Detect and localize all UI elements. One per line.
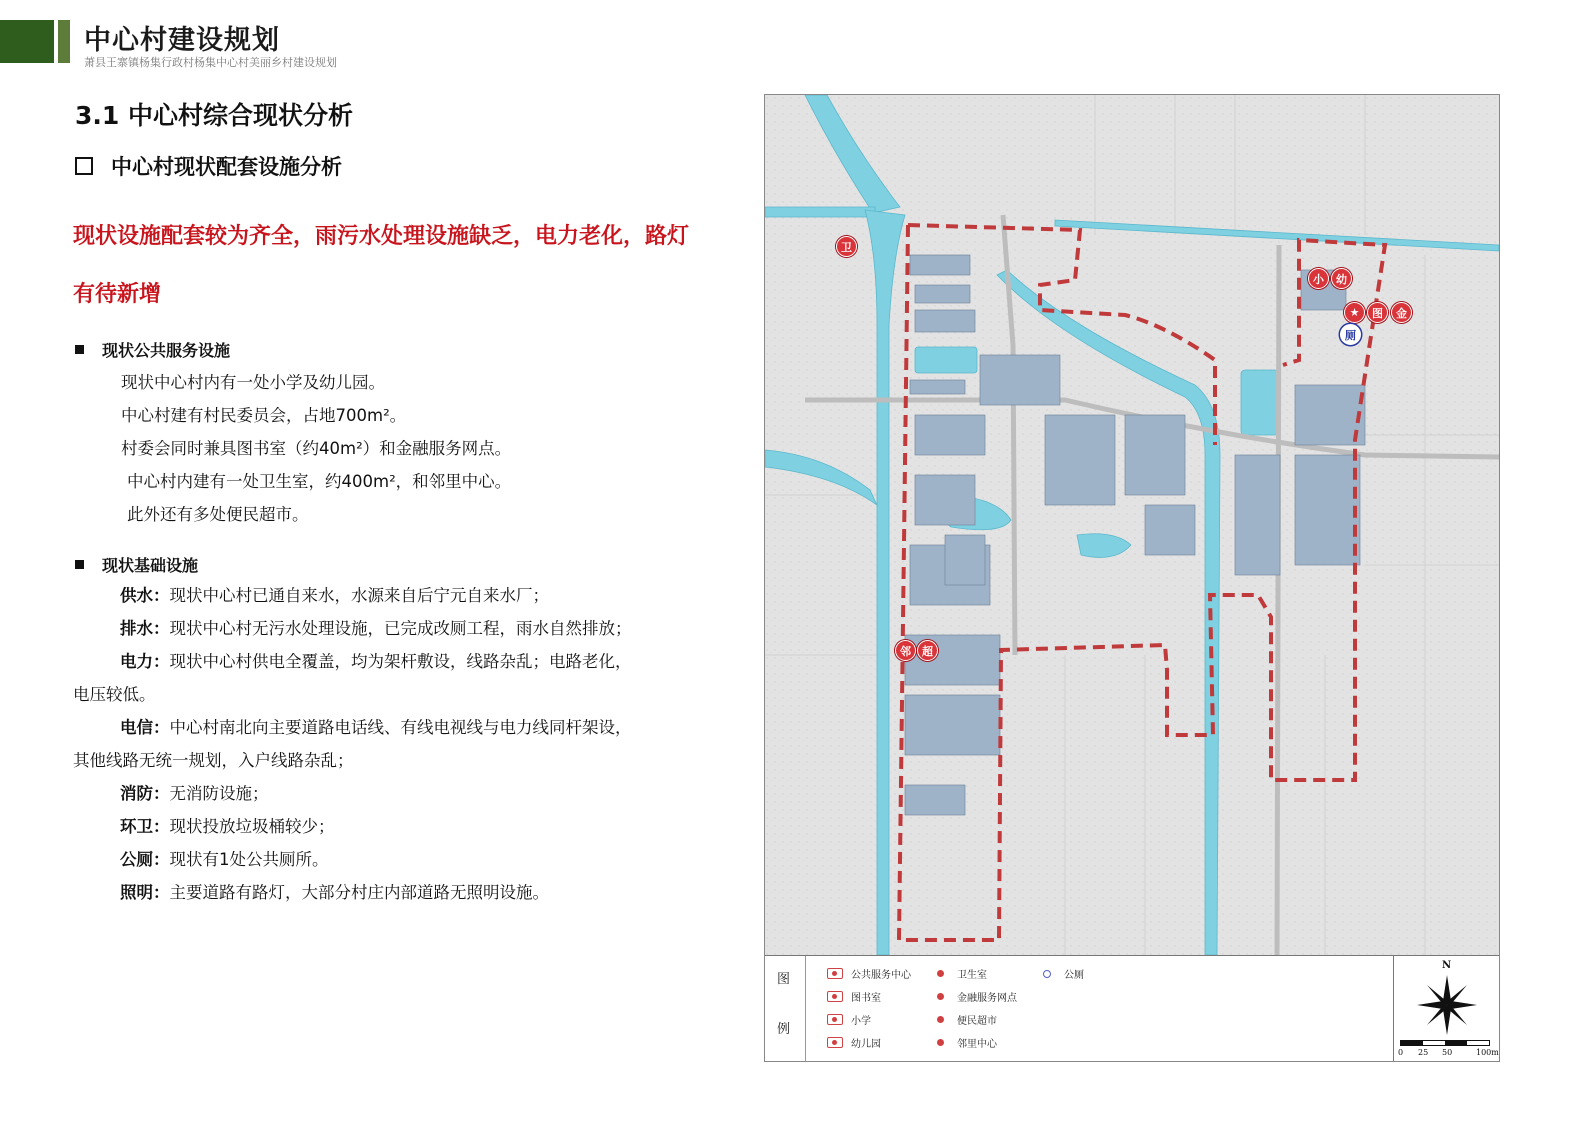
list-item	[73, 876, 713, 909]
list-item-continuation: 电压较低。	[73, 685, 156, 704]
list-item: 此外还有多处便民超市。	[127, 505, 309, 524]
scale-label: 0	[1398, 1048, 1404, 1057]
kindergarten-symbol-icon	[827, 1037, 843, 1048]
building	[915, 415, 985, 455]
legend-label: 公共服务中心	[851, 970, 911, 981]
legend-label: 幼儿园	[851, 1039, 881, 1050]
list-item	[73, 645, 713, 678]
item-label: 公厕：	[120, 850, 170, 869]
page-title: 中心村建设规划	[84, 25, 280, 56]
clinic-dot-icon	[937, 970, 944, 977]
item-text: 现状中心村无污水处理设施，已完成改厕工程，雨水自然排放；	[169, 619, 632, 638]
list-item	[73, 810, 713, 843]
item-label: 供水：	[120, 586, 170, 605]
item-text: 中心村南北向主要道路电话线、有线电视线与电力线同杆架设，	[169, 718, 632, 737]
legend-item	[827, 1035, 881, 1050]
legend-label: 公厕	[1064, 970, 1084, 981]
scale-label: 50	[1442, 1048, 1453, 1057]
item-text: 现状有1处公共厕所。	[169, 850, 329, 869]
legend-label: 小学	[851, 1016, 871, 1027]
building	[1235, 455, 1280, 575]
canal-north-west	[765, 207, 875, 217]
building	[1145, 505, 1195, 555]
building	[945, 535, 985, 585]
item-label: 照明：	[120, 883, 170, 902]
service-center-icon	[827, 968, 843, 979]
building	[910, 380, 965, 394]
public-services-list	[121, 366, 511, 531]
village-committee-star-icon[interactable]: ★	[1344, 302, 1365, 323]
list-item: 中心村内建有一处卫生室，约400m²，和邻里中心。	[127, 472, 512, 491]
section-title: 3.1 中心村综合现状分析	[75, 101, 353, 130]
library-symbol-icon	[827, 991, 843, 1002]
list-item: 中心村建有村民委员会，占地700m²。	[121, 406, 407, 425]
legend-item	[827, 989, 881, 1004]
legend-item	[1039, 966, 1084, 981]
toilet-marker-icon[interactable]: 厕	[1340, 324, 1361, 345]
list-item-continuation: 其他线路无统一规划，入户线路杂乱；	[73, 751, 354, 770]
checkbox-square-icon	[75, 157, 93, 175]
list-item	[73, 711, 713, 744]
infrastructure-heading-text: 现状基础设施	[102, 556, 199, 575]
subsection-title-text: 中心村现状配套设施分析	[111, 155, 342, 179]
neighborhood-dot-icon	[937, 1039, 944, 1046]
legend-label: 邻里中心	[957, 1039, 997, 1050]
legend-label: 图书室	[851, 993, 881, 1004]
library-marker-icon[interactable]: 图	[1367, 302, 1388, 323]
item-label: 环卫：	[120, 817, 170, 836]
legend-label: 金融服务网点	[957, 993, 1017, 1004]
item-text: 现状投放垃圾桶较少；	[169, 817, 335, 836]
public-services-heading	[75, 338, 230, 361]
scale-bar	[1400, 1040, 1490, 1046]
building	[910, 255, 970, 275]
finance-dot-icon	[937, 993, 944, 1000]
legend-divider	[805, 956, 806, 1062]
item-text: 现状中心村已通自来水，水源来自后宁元自来水厂；	[169, 586, 549, 605]
bullet-square-icon	[75, 345, 84, 354]
list-item	[73, 579, 713, 612]
compass-rose-icon	[1412, 970, 1482, 1040]
item-label: 排水：	[120, 619, 170, 638]
supermarket-dot-icon	[937, 1016, 944, 1023]
map-legend	[765, 955, 1499, 1062]
item-text: 无消防设施；	[169, 784, 269, 803]
legend-item	[827, 1012, 871, 1027]
bullet-square-icon	[75, 560, 84, 569]
item-label: 消防：	[120, 784, 170, 803]
legend-title-bottom: 例	[777, 1022, 791, 1037]
neighborhood-center-marker-icon[interactable]: 邻	[895, 640, 916, 661]
item-label: 电力：	[120, 652, 170, 671]
finance-marker-icon[interactable]: 金	[1391, 302, 1412, 323]
building	[915, 285, 970, 303]
kindergarten-marker-icon[interactable]: 幼	[1331, 268, 1352, 289]
building	[915, 310, 975, 332]
list-item	[73, 843, 713, 876]
pond-north	[915, 347, 977, 373]
page-subtitle: 萧县王寨镇杨集行政村杨集中心村美丽乡村建设规划	[84, 56, 337, 69]
building	[1295, 455, 1360, 565]
school-marker-icon[interactable]: 小	[1308, 268, 1329, 289]
highlight-summary	[73, 208, 753, 324]
legend-item	[933, 1035, 997, 1050]
legend-title-top: 图	[777, 972, 791, 987]
legend-item	[933, 1012, 997, 1027]
public-services-heading-text: 现状公共服务设施	[102, 341, 231, 360]
item-text: 主要道路有路灯，大部分村庄内部道路无照明设施。	[169, 883, 549, 902]
map-imagery	[765, 95, 1499, 955]
building	[1045, 415, 1115, 505]
legend-item	[827, 966, 911, 981]
school-symbol-icon	[827, 1014, 843, 1025]
item-text: 现状中心村供电全覆盖，均为架杆敷设，线路杂乱；电路老化，	[169, 652, 632, 671]
building	[980, 355, 1060, 405]
scale-label: 100m	[1476, 1048, 1499, 1057]
header-accent-bar-secondary	[58, 20, 70, 63]
header-accent-bar	[0, 20, 54, 63]
building	[905, 785, 965, 815]
list-item	[73, 612, 713, 645]
list-item: 现状中心村内有一处小学及幼儿园。	[121, 373, 385, 392]
legend-label: 便民超市	[957, 1016, 997, 1027]
scale-label: 25	[1418, 1048, 1429, 1057]
building	[1125, 415, 1185, 495]
building	[915, 475, 975, 525]
item-label: 电信：	[120, 718, 170, 737]
supermarket-marker-icon[interactable]: 超	[917, 640, 938, 661]
pond-east	[1241, 370, 1279, 435]
infrastructure-list	[73, 579, 713, 909]
compass-scale-box	[1393, 956, 1500, 1062]
legend-item	[933, 989, 1017, 1004]
toilet-dot-icon	[1043, 970, 1051, 978]
legend-label: 卫生室	[957, 970, 987, 981]
subsection-title	[75, 151, 342, 181]
highlight-line-1: 现状设施配套较为齐全，雨污水处理设施缺乏，电力老化，路灯	[73, 224, 690, 249]
clinic-marker-icon[interactable]: 卫	[836, 236, 857, 257]
village-facilities-map[interactable]	[764, 94, 1500, 1062]
list-item	[73, 777, 713, 810]
north-label: N	[1442, 960, 1452, 971]
building	[905, 695, 1000, 755]
list-item: 村委会同时兼具图书室（约40m²）和金融服务网点。	[121, 439, 512, 458]
highlight-line-2: 有待新增	[73, 282, 162, 307]
infrastructure-heading	[75, 553, 198, 576]
legend-item	[933, 966, 987, 981]
road-north-south-east	[1277, 245, 1279, 955]
